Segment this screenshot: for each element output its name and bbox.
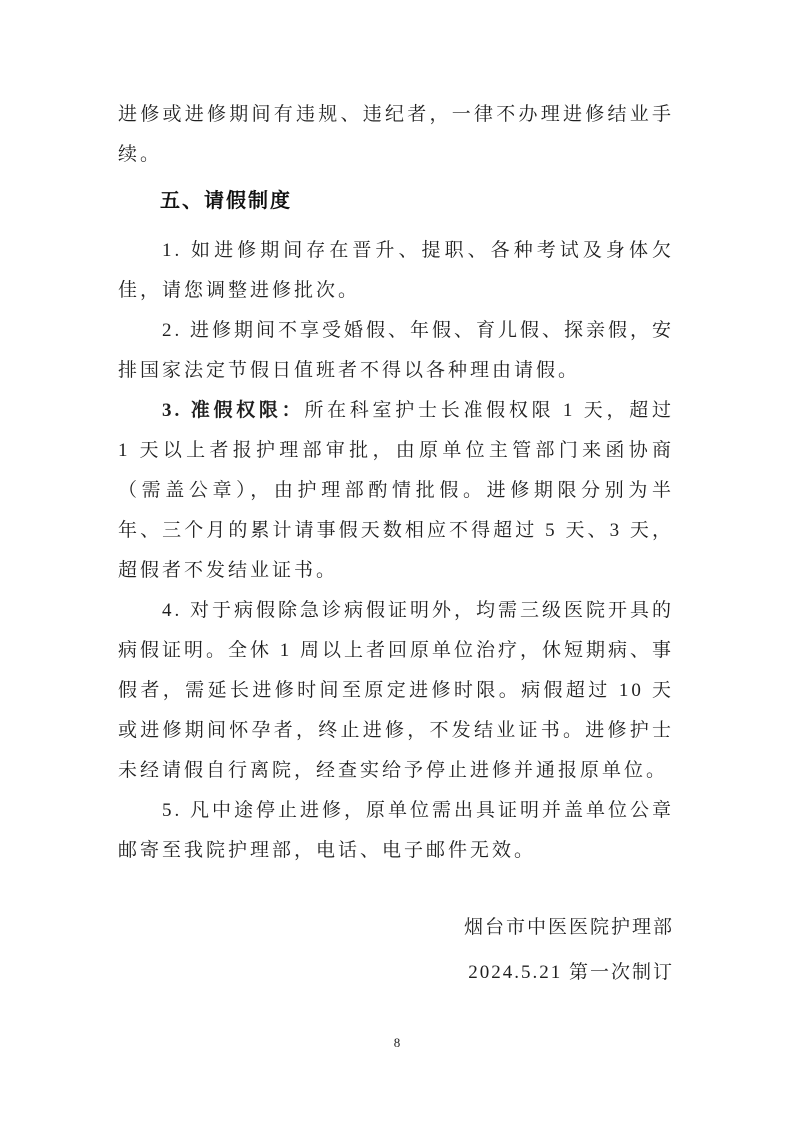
document-body [118, 95, 674, 995]
list-item-4: 4. 对于病假除急诊病假证明外，均需三级医院开具的病假证明。全休 1 周以上者回原单位治疗，休短期病、事假者，需延长进修时间至原定进修时限。病假超过 10 天或进修期间怀孕者，终止进修，不发结业证书。进修护士未经请假自行离院，经查实给予停止进修并通报原单位。 [118, 600, 675, 781]
signature-org: 烟台市中医医院护理部 [463, 917, 674, 938]
signature-block [118, 905, 674, 995]
list-item-3-text: 所在科室护士长准假权限 1 天，超过 1 天以上者报护理部审批，由原单位主管部门来函协商（需盖公章），由护理部酌情批假。进修期限分别为半年、三个月的累计请事假天数相应不得超过 5 天、3 天，超假者不发结业证书。 [118, 400, 674, 581]
list-item-3 [118, 391, 674, 591]
section-heading: 五、请假制度 [160, 190, 292, 212]
page-number: 8 [393, 1035, 401, 1050]
paragraph-continuation: 进修或进修期间有违规、违纪者，一律不办理进修结业手续。 [118, 104, 674, 165]
list-item-5: 5. 凡中途停止进修，原单位需出具证明并盖单位公章邮寄至我院护理部，电话、电子邮件无效。 [118, 800, 675, 861]
signature-date: 2024.5.21 第一次制订 [468, 962, 674, 983]
list-item-2: 2. 进修期间不享受婚假、年假、育儿假、探亲假，安排国家法定节假日值班者不得以各种理由请假。 [118, 320, 675, 381]
list-item-1: 1. 如进修期间存在晋升、提职、各种考试及身体欠佳，请您调整进修批次。 [118, 240, 674, 301]
page-footer [0, 1034, 794, 1052]
list-item-3-bold-lead: 3. 准假权限： [162, 400, 305, 421]
